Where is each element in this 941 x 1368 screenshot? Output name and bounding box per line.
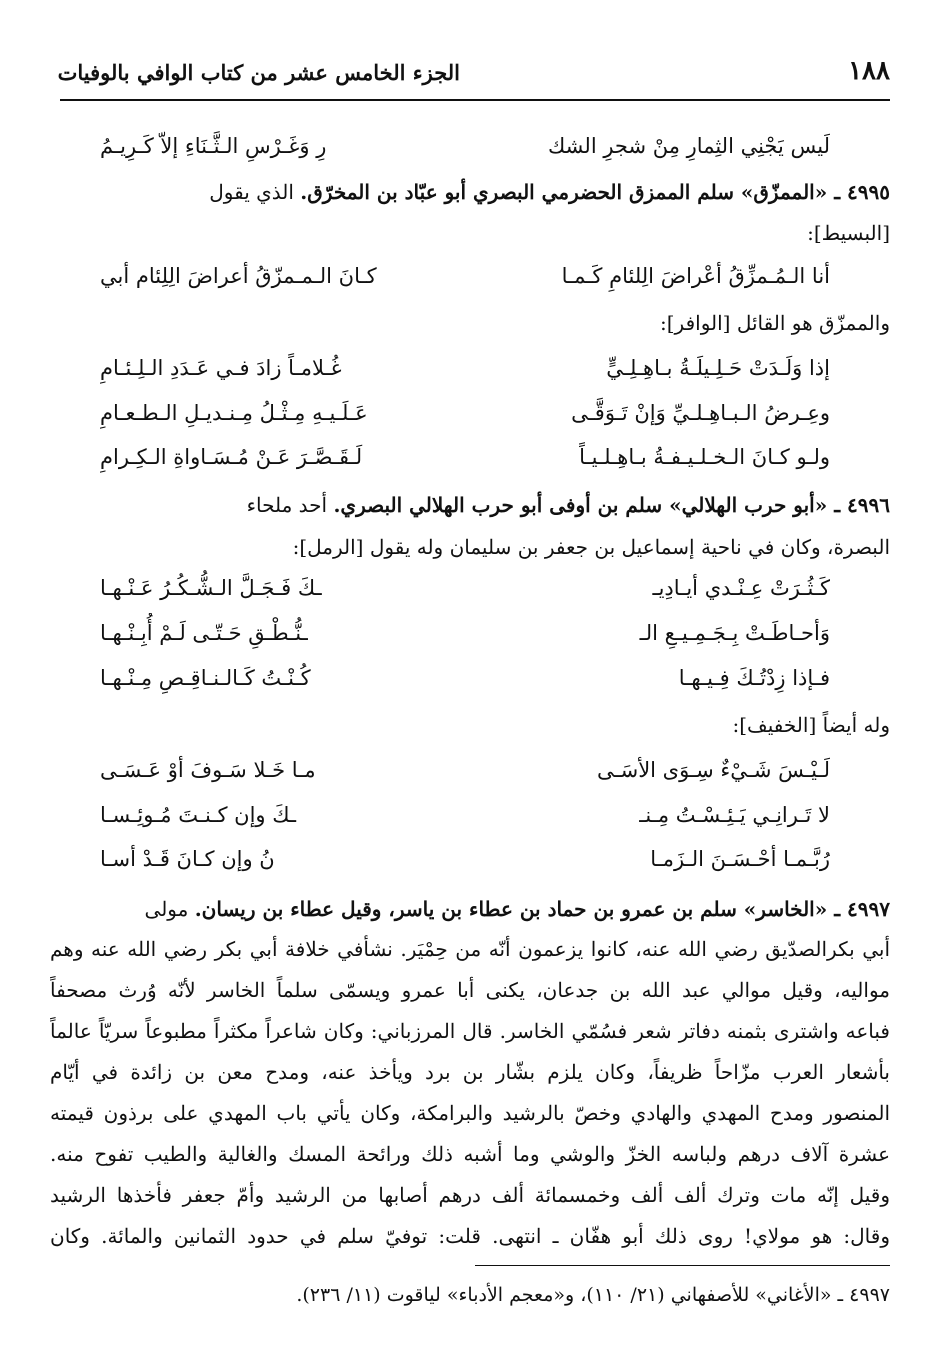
entry-text: أحد ملحاء — [246, 493, 328, 517]
footnote-rule — [475, 1265, 890, 1266]
verse-first-hemistich: ولـو كـانَ الـخـلـيـفـةُ بـاهِـلـيـاً — [579, 445, 830, 469]
verse-first-hemistich: أنا الـمُـمزِّقُ أعْراضَ الِلئامِ كَـمـا — [561, 264, 830, 288]
entry-4997-line: وقال: هو مولاي! روى ذلك أبو هفّان ـ انتهى. قلت: توفيّ سلم في حدود الثمانين والمائة. وكان — [50, 1224, 890, 1248]
verse-line — [100, 437, 830, 477]
verse-second-hemistich: رِ وَغَـرْسِ الـثَّـنَاءِ إلاّ كَـرِيـمُ — [100, 134, 327, 158]
entry-4997-line: فباعه واشترى بثمنه دفاتر شعر فسُمّي الخاسر. قال المرزباني: وكان شاعراً مكثراً مطبوعاً سريّاً عالماً — [50, 1019, 890, 1043]
verse-line — [100, 126, 830, 166]
verse-line — [100, 348, 830, 388]
verse-line — [100, 256, 830, 296]
verse-line — [100, 658, 830, 698]
verse-second-hemistich: غُـلامـاً زادَ فـي عَـدَدِ الـلِـئـامِ — [100, 356, 342, 380]
verse-second-hemistich: عَـلَـيـهِ مِـثْـلُ مِـنـديـلِ الـطـعـامِ — [100, 401, 368, 425]
verse-first-hemistich: رُبَّـمـا أحْـسَـنَ الـزَمـا — [650, 847, 830, 871]
verse-second-hemistich: نُ وإن كـانَ قَـدْ أسـا — [100, 847, 275, 871]
verse-line — [100, 393, 830, 433]
verse-line — [100, 568, 830, 608]
verse-first-hemistich: لَيس يَجْنِي الثِمارِ مِنْ شجرِ الشك — [547, 134, 830, 158]
verse-first-hemistich: لا تَـرانِـي يَـئِـسْـتُ مِـنـ — [639, 803, 830, 827]
verse-second-hemistich: كُـنْـتُ كَـالـنـاقِـصِ مِـنْـهـا — [100, 666, 311, 690]
entry-4996-text: البصرة، وكان في ناحية إسماعيل بن جعفر بن سليمان وله يقول [الرمل]: — [292, 535, 890, 559]
verse-line — [100, 795, 830, 835]
footnote: ٤٩٩٧ ـ «الأغاني» للأصفهاني (٢١/ ١١٠)، و«معجم الأدباء» لياقوت (١١/ ٢٣٦). — [296, 1284, 890, 1306]
verse-first-hemistich: كَـثُـرَتْ عِـنْـدي أيـادِيـ — [652, 576, 830, 600]
verse-second-hemistich: ـنُّـطْـقِ حَـتّـى لَـمْ أُبِـنْـهـا — [100, 621, 308, 645]
verse-line — [100, 750, 830, 790]
entry-4996-intro: وله أيضاً [الخفيف]: — [732, 713, 890, 737]
verse-first-hemistich: وعِـرضُ الـبـاهِـلـيِّ وَإنْ تَـوَقَّـى — [571, 401, 830, 425]
entry-4996-heading-line — [50, 485, 890, 525]
entry-4997-line: مواليه، وقيل موالي عبد الله بن جدعان، يكنى أبا عمرو ويسمّى سلماً الخاسر لأنّه وُرث مصحفاً — [50, 978, 890, 1002]
verse-second-hemistich: ـكَ وإن كـنـتَ مُـوئِـسـا — [100, 803, 297, 827]
entry-text: مولى — [144, 897, 189, 921]
verse-line — [100, 839, 830, 879]
verse-first-hemistich: لَـيْـسَ شَـيْءٌ سِـوَى الأسَـى — [596, 758, 830, 782]
verse-first-hemistich: فـإذا زِدْتُـكَ فِـيـهـا — [678, 666, 830, 690]
verse-second-hemistich: لَـقَـصَّـرَ عَـنْ مُـسَـاواةِ الـكِـرامِ — [100, 445, 363, 469]
entry-4997-heading-line — [50, 889, 890, 929]
entry-4995-intro: والممزّق هو القائل [الوافر]: — [660, 311, 890, 335]
entry-heading: ٤٩٩٥ ـ «الممزّق» سلم الممزق الحضرمي البصري أبو عبّاد بن المخرّق. — [300, 180, 890, 204]
entry-text: الذي يقول — [209, 180, 294, 204]
header-rule — [60, 99, 890, 101]
entry-4997-line: المنصور ومدح المهدي والهادي وخصّ بالرشيد والبرامكة، وكان يأتي باب المهدي على برذون قيمته — [50, 1101, 890, 1125]
page-number: ١٨٨ — [848, 56, 890, 86]
verse-second-hemistich: مـا خَـلا سَـوفَ أوْ عَـسَـى — [100, 758, 316, 782]
entry-4997-line: وقيل إنّه مات وترك ألف ألف وخمسمائة ألف درهم أصابها من الرشيد وأمّ جعفر فأخذها الرشيد — [50, 1183, 890, 1207]
entry-heading: ٤٩٩٦ ـ «أبو حرب الهلالي» سلم بن أوفى أبو حرب الهلالي البصري. — [333, 493, 890, 517]
entry-heading: ٤٩٩٧ ـ «الخاسر» سلم بن عمرو بن حماد بن عطاء بن ياسر، وقيل عطاء بن ريسان. — [194, 897, 890, 921]
entry-4995-meter: [البسيط]: — [807, 221, 890, 245]
entry-4997-line: عشرة آلاف درهم ولباسه الخزّ والوشي وما أشبه ذلك ورائحة المسك والغالية والطيب تفوح منه. — [50, 1142, 890, 1166]
verse-first-hemistich: إذا وَلَـدَتْ حَـلِـيلَـةُ بـاهِـلِـيٍّ — [606, 356, 830, 380]
verse-line — [100, 613, 830, 653]
verse-first-hemistich: وَأحـاطَـتْ بِـجَـمِـيـعِ الـ — [639, 621, 830, 645]
entry-4997-line: بأشعار العرب مزّاحاً ظريفاً، وكان يلزم بشّار بن برد ويأخذ عنه، ومدح معن بن زائدة في أيّام — [50, 1060, 890, 1084]
entry-4997-line: أبي بكرالصدّيق رضي الله عنه، كانوا يزعمون أنّه من حِمْيَر. نشأفي خلافة أبي بكر رضي الله عنه وهم — [50, 937, 890, 961]
entry-4995-heading-line — [50, 172, 890, 212]
verse-second-hemistich: ـكَ فَـجَـلَّ الـشُّـكُـرُ عَـنْـهـا — [100, 576, 322, 600]
verse-second-hemistich: كـانَ الـمـمزّقُ أعراضَ الِلِئام أبي — [100, 264, 377, 288]
running-title: الجزء الخامس عشر من كتاب الوافي بالوفيات — [57, 60, 460, 85]
